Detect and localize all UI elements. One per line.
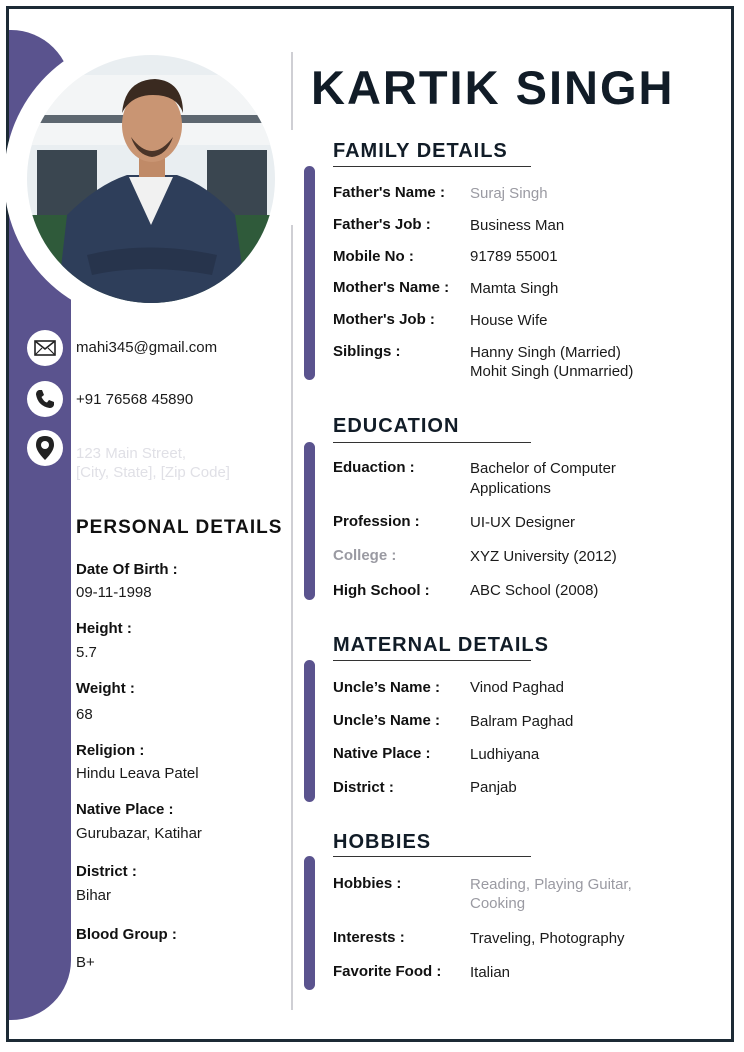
divider-line-top [291, 52, 293, 130]
hobbies-title: HOBBIES [333, 831, 432, 853]
family-details-title: FAMILY DETAILS [333, 140, 508, 162]
maternal-details-underline [333, 660, 531, 661]
maternal-row-value: Vinod Paghad [470, 679, 564, 696]
dob-label: Date Of Birth : [76, 561, 178, 578]
hobbies-row-label: Hobbies : [333, 875, 402, 892]
maternal-row-label: Native Place : [333, 745, 431, 762]
personal-details-title: PERSONAL DETAILS [76, 517, 283, 538]
hobbies-row-value-line2: Cooking [470, 895, 526, 912]
religion-label: Religion : [76, 742, 145, 759]
family-row-value: 91789 55001 [470, 248, 558, 265]
native-place-label: Native Place : [76, 801, 174, 818]
education-row-label: Profession : [333, 513, 420, 530]
dob-value: 09-11-1998 [76, 584, 152, 601]
family-row-label: Father's Name : [333, 184, 445, 201]
address-line-1: 123 Main Street, [76, 445, 187, 462]
phone-text: +91 76568 45890 [76, 391, 194, 408]
divider-line [291, 225, 293, 1010]
education-row-label: High School : [333, 582, 430, 599]
email-text: mahi345@gmail.com [76, 339, 218, 356]
education-title: EDUCATION [333, 415, 460, 437]
family-row-value: House Wife [470, 312, 548, 329]
maternal-row-value: Balram Paghad [470, 713, 574, 730]
district-label: District : [76, 863, 137, 880]
family-details-bar [304, 166, 315, 380]
maternal-row-label: Uncle’s Name : [333, 679, 440, 696]
maternal-row-label: Uncle’s Name : [333, 712, 440, 729]
phone-icon [27, 381, 63, 417]
education-row-label: Eduaction : [333, 459, 415, 476]
weight-label: Weight : [76, 680, 135, 697]
education-row-value: XYZ University (2012) [470, 548, 617, 565]
blood-group-label: Blood Group : [76, 926, 177, 943]
education-row-label: College : [333, 547, 397, 564]
family-details-underline [333, 166, 531, 167]
family-row-label: Mother's Job : [333, 311, 435, 328]
maternal-details-title: MATERNAL DETAILS [333, 634, 549, 656]
education-underline [333, 442, 531, 443]
religion-value: Hindu Leava Patel [76, 765, 199, 782]
education-row-value: UI-UX Designer [470, 514, 576, 531]
hobbies-underline [333, 856, 531, 857]
family-row-value: Hanny Singh (Married) [470, 344, 621, 361]
education-row-value-line2: Applications [470, 480, 551, 497]
hobbies-bar [304, 856, 315, 990]
family-row-value: Business Man [470, 217, 565, 234]
family-row-label: Mother's Name : [333, 279, 450, 296]
family-row-label: Mobile No : [333, 248, 414, 265]
maternal-details-bar [304, 660, 315, 802]
maternal-row-label: District : [333, 779, 394, 796]
maternal-row-value: Ludhiyana [470, 746, 540, 763]
maternal-row-value: Panjab [470, 779, 517, 796]
hobbies-row-label: Interests : [333, 929, 405, 946]
family-row-label: Siblings : [333, 343, 401, 360]
height-label: Height : [76, 620, 132, 637]
weight-value: 68 [76, 706, 93, 723]
native-place-value: Gurubazar, Katihar [76, 825, 202, 842]
blood-group-value: B+ [76, 954, 95, 971]
hobbies-row-value: Reading, Playing Guitar, [470, 876, 632, 893]
location-pin-icon [27, 430, 63, 466]
hobbies-row-value: Traveling, Photography [470, 930, 625, 947]
family-row-label: Father's Job : [333, 216, 431, 233]
district-value: Bihar [76, 887, 112, 904]
education-bar [304, 442, 315, 600]
family-row-value: Mamta Singh [470, 280, 559, 297]
hobbies-row-value: Italian [470, 964, 511, 981]
height-value: 5.7 [76, 644, 97, 661]
profile-photo [27, 55, 275, 303]
hobbies-row-label: Favorite Food : [333, 963, 442, 980]
address-line-2: [City, State], [Zip Code] [76, 464, 230, 481]
family-row-value: Suraj Singh [470, 185, 548, 202]
family-row-value-line2: Mohit Singh (Unmarried) [470, 363, 634, 380]
education-row-value: Bachelor of Computer [470, 460, 616, 477]
candidate-name: KARTIK SINGH [311, 61, 675, 114]
education-row-value: ABC School (2008) [470, 582, 599, 599]
envelope-icon [27, 330, 63, 366]
